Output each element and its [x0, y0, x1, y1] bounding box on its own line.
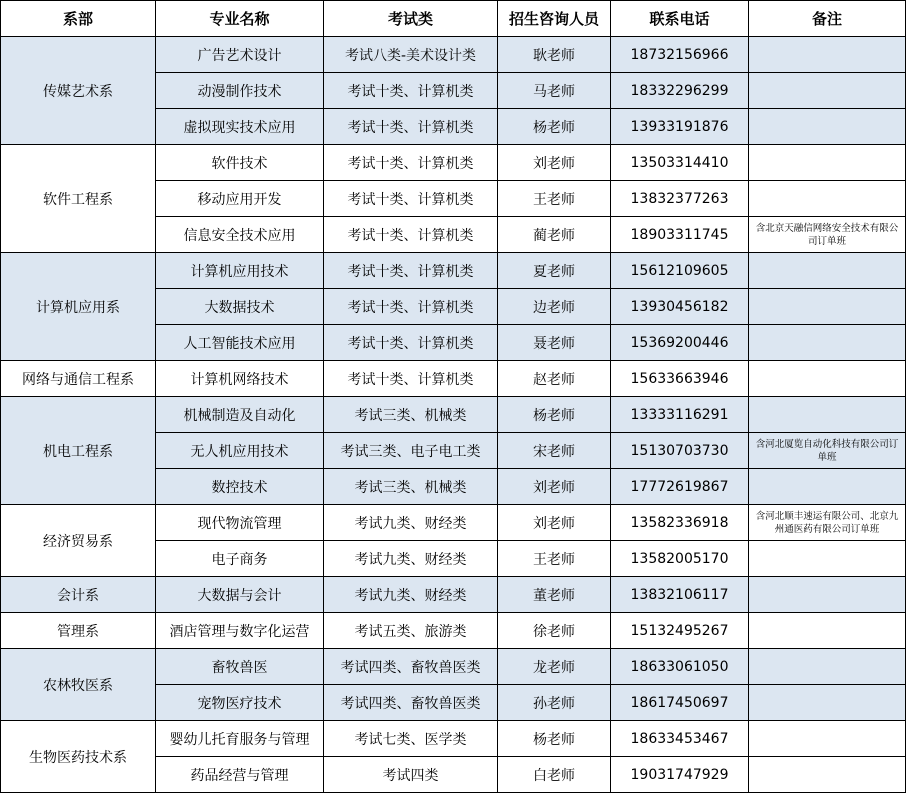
phone-cell: 18617450697	[611, 685, 749, 721]
contact-person-cell: 耿老师	[498, 37, 611, 73]
exam-category-cell: 考试九类、财经类	[324, 577, 498, 613]
contact-person-cell: 杨老师	[498, 109, 611, 145]
phone-cell: 18332296299	[611, 73, 749, 109]
contact-person-cell: 杨老师	[498, 397, 611, 433]
phone-cell: 15130703730	[611, 433, 749, 469]
phone-cell: 15369200446	[611, 325, 749, 361]
phone-cell: 17772619867	[611, 469, 749, 505]
header-major: 专业名称	[156, 1, 324, 37]
major-cell: 婴幼儿托育服务与管理	[156, 721, 324, 757]
table-row	[1, 577, 906, 613]
exam-category-cell: 考试三类、机械类	[324, 469, 498, 505]
table-row	[1, 145, 906, 181]
major-cell: 大数据技术	[156, 289, 324, 325]
major-cell: 虚拟现实技术应用	[156, 109, 324, 145]
phone-cell: 18633453467	[611, 721, 749, 757]
exam-category-cell: 考试十类、计算机类	[324, 181, 498, 217]
remarks-cell	[749, 145, 906, 181]
major-cell: 大数据与会计	[156, 577, 324, 613]
major-cell: 人工智能技术应用	[156, 325, 324, 361]
header-department: 系部	[1, 1, 156, 37]
major-cell: 计算机应用技术	[156, 253, 324, 289]
exam-category-cell: 考试十类、计算机类	[324, 253, 498, 289]
remarks-cell	[749, 541, 906, 577]
remarks-cell	[749, 757, 906, 793]
phone-cell: 15612109605	[611, 253, 749, 289]
department-cell: 网络与通信工程系	[1, 361, 156, 397]
phone-cell: 18903311745	[611, 217, 749, 253]
contact-person-cell: 聂老师	[498, 325, 611, 361]
remarks-cell	[749, 361, 906, 397]
major-cell: 数控技术	[156, 469, 324, 505]
phone-cell: 18633061050	[611, 649, 749, 685]
exam-category-cell: 考试十类、计算机类	[324, 361, 498, 397]
contact-person-cell: 徐老师	[498, 613, 611, 649]
exam-category-cell: 考试十类、计算机类	[324, 289, 498, 325]
major-cell: 现代物流管理	[156, 505, 324, 541]
phone-cell: 13832377263	[611, 181, 749, 217]
exam-category-cell: 考试三类、机械类	[324, 397, 498, 433]
major-cell: 酒店管理与数字化运营	[156, 613, 324, 649]
exam-category-cell: 考试十类、计算机类	[324, 109, 498, 145]
table-header	[1, 1, 906, 37]
contact-person-cell: 杨老师	[498, 721, 611, 757]
major-cell: 信息安全技术应用	[156, 217, 324, 253]
department-cell: 机电工程系	[1, 397, 156, 505]
exam-category-cell: 考试四类、畜牧兽医类	[324, 649, 498, 685]
contact-person-cell: 董老师	[498, 577, 611, 613]
exam-category-cell: 考试十类、计算机类	[324, 73, 498, 109]
contact-person-cell: 蔺老师	[498, 217, 611, 253]
exam-category-cell: 考试五类、旅游类	[324, 613, 498, 649]
table-row	[1, 397, 906, 433]
phone-cell: 13333116291	[611, 397, 749, 433]
phone-cell: 13930456182	[611, 289, 749, 325]
contact-person-cell: 王老师	[498, 181, 611, 217]
department-cell: 计算机应用系	[1, 253, 156, 361]
remarks-cell: 含河北顺丰速运有限公司、北京九州通医药有限公司订单班	[749, 505, 906, 541]
exam-category-cell: 考试十类、计算机类	[324, 217, 498, 253]
contact-person-cell: 赵老师	[498, 361, 611, 397]
remarks-cell	[749, 577, 906, 613]
remarks-cell	[749, 397, 906, 433]
phone-cell: 15633663946	[611, 361, 749, 397]
major-cell: 广告艺术设计	[156, 37, 324, 73]
remarks-cell	[749, 73, 906, 109]
remarks-cell	[749, 685, 906, 721]
phone-cell: 13582336918	[611, 505, 749, 541]
header-remarks: 备注	[749, 1, 906, 37]
table-row	[1, 505, 906, 541]
department-cell: 会计系	[1, 577, 156, 613]
remarks-cell	[749, 253, 906, 289]
phone-cell: 19031747929	[611, 757, 749, 793]
exam-category-cell: 考试十类、计算机类	[324, 325, 498, 361]
remarks-cell: 含河北厦览自动化科技有限公司订单班	[749, 433, 906, 469]
table-body	[1, 37, 906, 793]
remarks-cell: 含北京天融信网络安全技术有限公司订单班	[749, 217, 906, 253]
header-contact-person: 招生咨询人员	[498, 1, 611, 37]
major-cell: 无人机应用技术	[156, 433, 324, 469]
major-cell: 宠物医疗技术	[156, 685, 324, 721]
phone-cell: 13832106117	[611, 577, 749, 613]
header-phone: 联系电话	[611, 1, 749, 37]
major-cell: 动漫制作技术	[156, 73, 324, 109]
contact-person-cell: 龙老师	[498, 649, 611, 685]
exam-category-cell: 考试十类、计算机类	[324, 145, 498, 181]
exam-category-cell: 考试四类、畜牧兽医类	[324, 685, 498, 721]
exam-category-cell: 考试九类、财经类	[324, 505, 498, 541]
header-row	[1, 1, 906, 37]
exam-category-cell: 考试八类-美术设计类	[324, 37, 498, 73]
major-cell: 机械制造及自动化	[156, 397, 324, 433]
table-row	[1, 37, 906, 73]
contact-person-cell: 白老师	[498, 757, 611, 793]
department-cell: 生物医药技术系	[1, 721, 156, 793]
contact-person-cell: 夏老师	[498, 253, 611, 289]
exam-category-cell: 考试三类、电子电工类	[324, 433, 498, 469]
remarks-cell	[749, 37, 906, 73]
contact-person-cell: 王老师	[498, 541, 611, 577]
major-cell: 药品经营与管理	[156, 757, 324, 793]
major-cell: 移动应用开发	[156, 181, 324, 217]
phone-cell: 13933191876	[611, 109, 749, 145]
contact-person-cell: 刘老师	[498, 469, 611, 505]
contact-person-cell: 边老师	[498, 289, 611, 325]
major-cell: 电子商务	[156, 541, 324, 577]
phone-cell: 13582005170	[611, 541, 749, 577]
department-cell: 经济贸易系	[1, 505, 156, 577]
exam-category-cell: 考试七类、医学类	[324, 721, 498, 757]
remarks-cell	[749, 613, 906, 649]
contact-person-cell: 刘老师	[498, 145, 611, 181]
remarks-cell	[749, 721, 906, 757]
department-cell: 管理系	[1, 613, 156, 649]
contact-person-cell: 马老师	[498, 73, 611, 109]
phone-cell: 18732156966	[611, 37, 749, 73]
department-cell: 传媒艺术系	[1, 37, 156, 145]
remarks-cell	[749, 649, 906, 685]
remarks-cell	[749, 109, 906, 145]
major-cell: 计算机网络技术	[156, 361, 324, 397]
exam-category-cell: 考试九类、财经类	[324, 541, 498, 577]
table-row	[1, 721, 906, 757]
table-row	[1, 613, 906, 649]
exam-category-cell: 考试四类	[324, 757, 498, 793]
table-row	[1, 361, 906, 397]
major-cell: 软件技术	[156, 145, 324, 181]
department-cell: 软件工程系	[1, 145, 156, 253]
remarks-cell	[749, 325, 906, 361]
remarks-cell	[749, 469, 906, 505]
contact-person-cell: 孙老师	[498, 685, 611, 721]
major-cell: 畜牧兽医	[156, 649, 324, 685]
remarks-cell	[749, 181, 906, 217]
phone-cell: 15132495267	[611, 613, 749, 649]
remarks-cell	[749, 289, 906, 325]
table-row	[1, 253, 906, 289]
department-cell: 农林牧医系	[1, 649, 156, 721]
contact-person-cell: 刘老师	[498, 505, 611, 541]
table-row	[1, 649, 906, 685]
phone-cell: 13503314410	[611, 145, 749, 181]
contact-person-cell: 宋老师	[498, 433, 611, 469]
header-exam-category: 考试类	[324, 1, 498, 37]
